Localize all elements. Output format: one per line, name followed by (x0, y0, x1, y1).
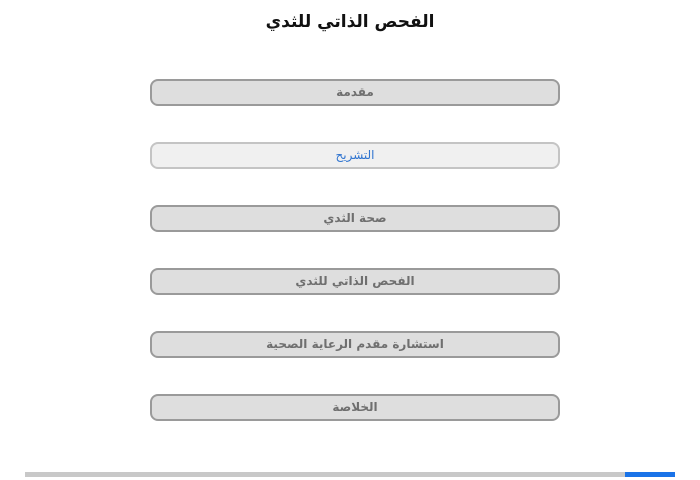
menu-item-breast-health[interactable]: صحة الثدي (150, 205, 560, 232)
menu-item-self-exam[interactable]: الفحص الذاتي للثدي (150, 268, 560, 295)
menu-item-conclusion[interactable]: الخلاصة (150, 394, 560, 421)
progress-bar (25, 472, 675, 477)
page-title: الفحص الذاتي للثدي (265, 12, 435, 32)
chapter-menu (150, 79, 560, 457)
menu-item-consult-provider[interactable]: استشارة مقدم الرعاية الصحية (150, 331, 560, 358)
progress-bar-fill (625, 472, 675, 477)
menu-item-anatomy[interactable]: التشريح (150, 142, 560, 169)
menu-item-introduction[interactable]: مقدمة (150, 79, 560, 106)
